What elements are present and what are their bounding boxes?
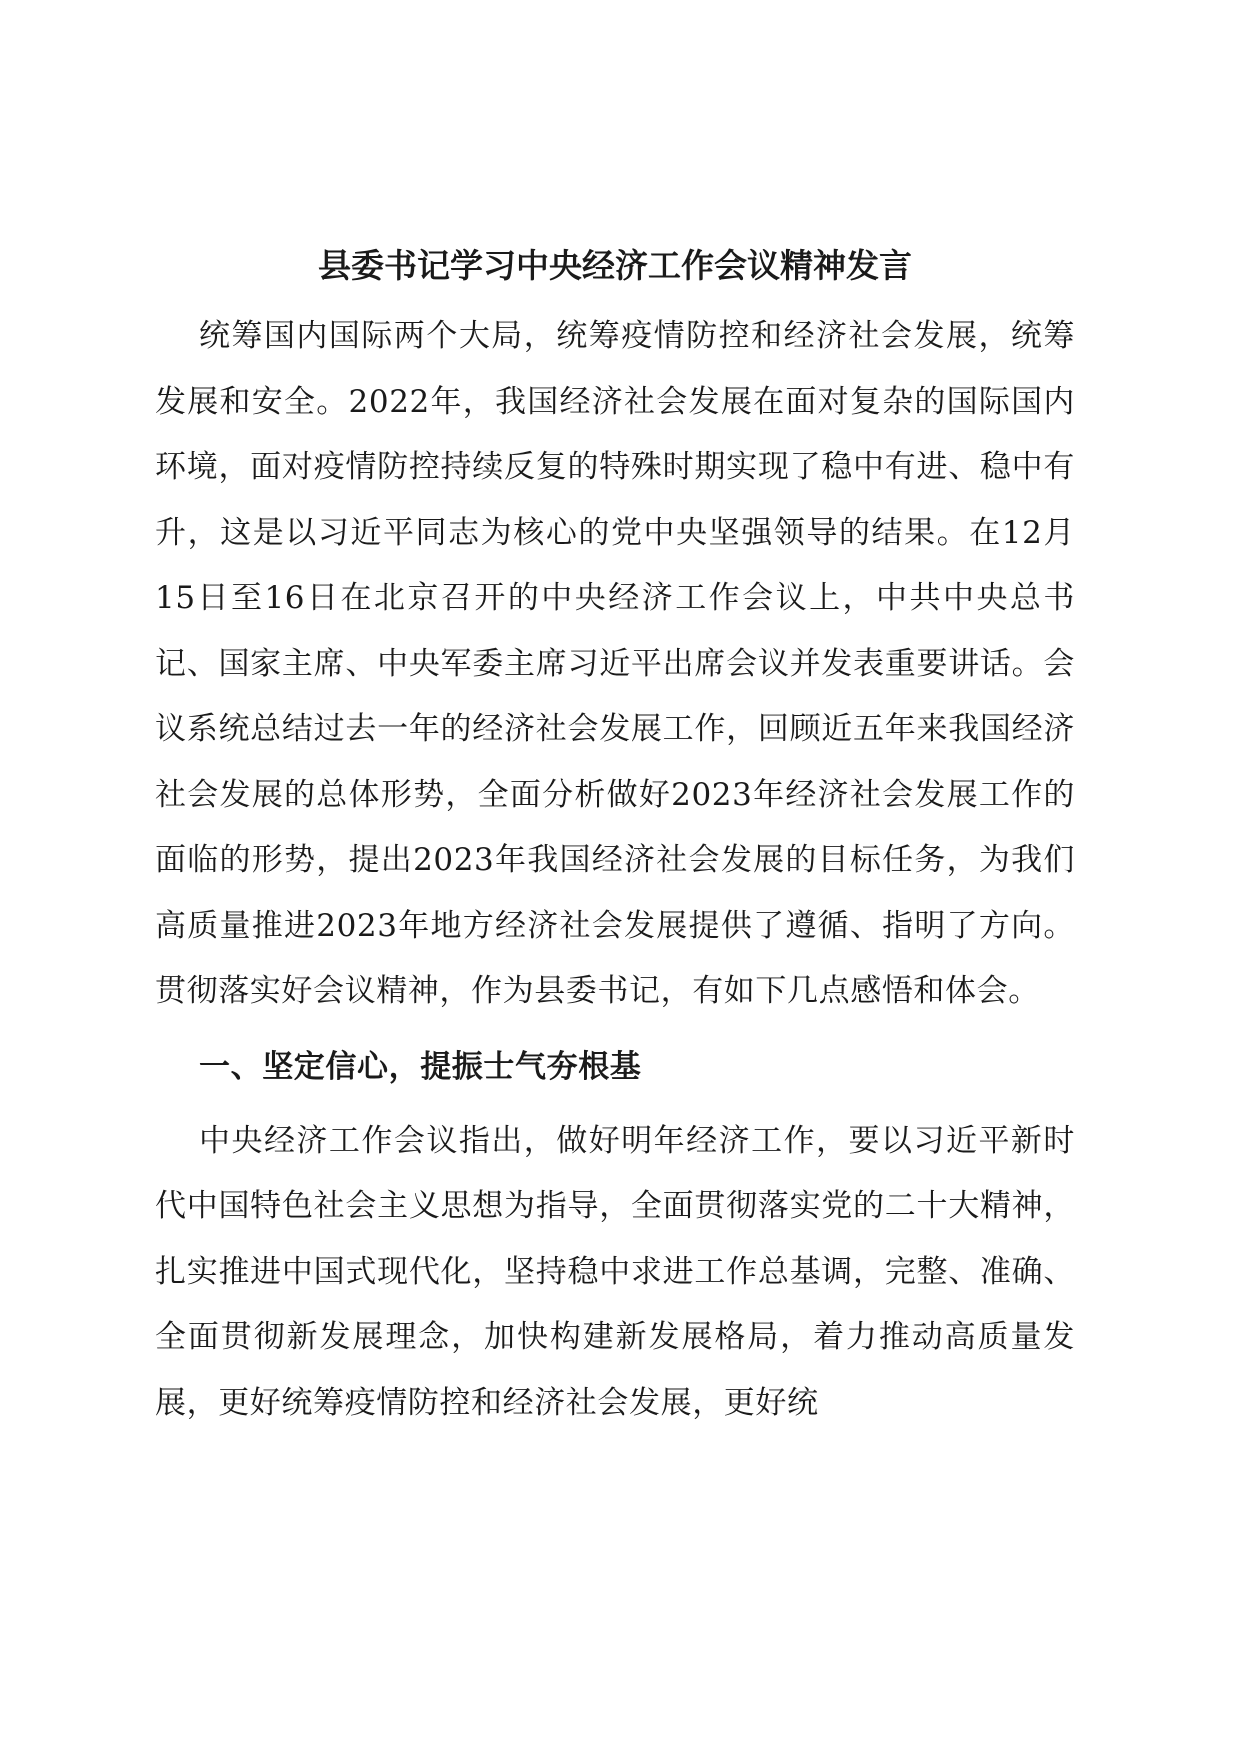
document-title: 县委书记学习中央经济工作会议精神发言	[318, 246, 912, 285]
document-body	[155, 238, 1075, 1436]
section-paragraph: 中央经济工作会议指出，做好明年经济工作，要以习近平新时代中国特色社会主义思想为指导，全面贯彻落实党的二十大精神，扎实推进中国式现代化，坚持稳中求进工作总基调，完整、准确、全面贯彻新发展理念，加快构建新发展格局，着力推动高质量发展，更好统筹疫情防控和经济社会发展，更好统	[155, 1122, 1075, 1421]
section-heading: 一、坚定信心，提振士气夯根基	[199, 1048, 642, 1085]
intro-paragraph: 统筹国内国际两个大局，统筹疫情防控和经济社会发展，统筹发展和安全。2022年，我国经济社会发展在面对复杂的国际国内环境，面对疫情防控持续反复的特殊时期实现了稳中有进、稳中有升，这是以习近平同志为核心的党中央坚强领导的结果。在12月15日至16日在北京召开的中央经济工作会议上，中共中央总书记、国家主席、中央军委主席习近平出席会议并发表重要讲话。会议系统总结过去一年的经济社会发展工作，回顾近五年来我国经济社会发展的总体形势，全面分析做好2023年经济社会发展工作的面临的形势，提出2023年我国经济社会发展的目标任务，为我们高质量推进2023年地方经济社会发展提供了遵循、指明了方向。贯彻落实好会议精神，作为县委书记，有如下几点感悟和体会。	[155, 318, 1075, 1009]
